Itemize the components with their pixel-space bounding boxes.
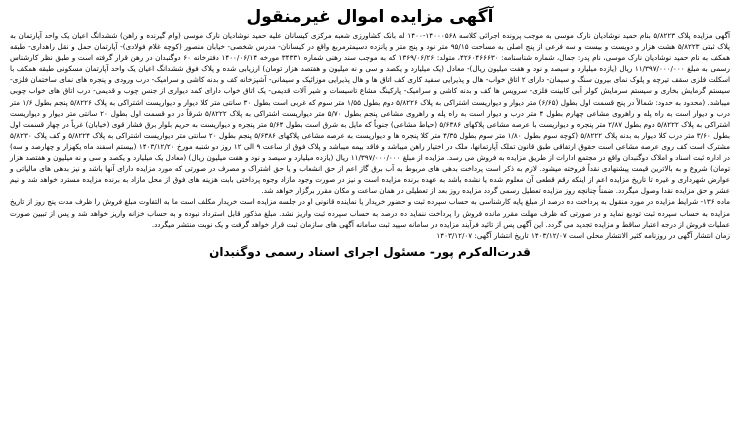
notice-paragraph-article-136: ماده ۱۳۶- شرایط مزایده در مورد منقول به پرداخت ده درصد از مبلغ پایه کارشناسی به حساب سپرده ثبت و حضور خریدار یا نماینده قانونی او در جلسه مزایده است خریدار مکلف است ما به التفاوت مبلغ فروش را ظرف مدت پنج روز از تاریخ مزایده به حساب سپرده ثبت تودیع نماید و در صورتی که ظرف مهلت مقرر مانده فروش را پرداخت ننماید ده درصد به حساب سپرده ثبت واریز نشد. مبلغ مذکور قابل استرداد نبوده و به حساب خزانه واریز خواهد شد و پس از تبیین صورت عملیات فروش از درجه اعتبار ساقط و مزایده تجدید می گردد. این آگهی پس از تائید فرآیند مزایده در سامانه سپید ثبت سامانه آگهی های سازمان ثبت قرار خواهد گرفت و یک نوبت منتشر میگردد. bbox=[10, 197, 730, 229]
notice-title: آگهی مزایده اموال غیرمنقول bbox=[246, 7, 494, 27]
notice-body bbox=[10, 30, 730, 241]
notice-paragraph-main: آگهی مزایده پلاک ۵/۸۲۲۳ بنام حمید نوشادیان نارک موسی به موجب پرونده اجرائی کلاسه ۱۴۰۰۰۵۶۸-۱۴۰۰ له بانک کشاورزی شعبه مرکزی کیسانان علیه حمید نوشادیان نارک موسی (وام گیرنده و راهن) ششدانگ اعیان یک واحد آپارتمان به پلاک ثبتی ۵/۸۲۲۳ هشت هزار و دویست و بیست و سه فرعی از پنج اصلی به مساحت ۹۵/۱۵ متر نود و پنج متر و پانزده دسیمترمربع واقع در کیسانان- مدرس شخصی- خیابان منصور (کوچه غلام فولادی)- آپارتمان حمل و نقل راهداری- طبقه همکف به نام حمید نوشادیان نارک موسی، نام پدر: جمال، شماره شناسنامه: ۴۲۶۰۴۶۶۶۳۰، متولد: ۱۳۶۹/۰۶/۲۶ که به موجب سند رهنی شماره ۳۴۳۳۱ مورخه ۱۴۰۰/۰۶/۱۴ دفترخانه ۶۰ دوگنبدان در رهن قرار گرفته است و طبق نظر کارشناس رسمی به مبلغ ۱۱/۳۹۷/۰۰۰/۰۰۰ ریال (یازده میلیارد و سیصد و نود و هفت میلیون ریال)- معادل (یک میلیارد و یکصد و سی و نه میلیون و هفتصد هزار تومان) ارزیابی شده و پلاک فوق ششدانگ اعیان یک واحد آپارتمان مسکونی طبقه همکف با اسکلت فلزی سقف تیرچه و پلوک نمای بیرون سنگ و سیمان- دارای ۲ اتاق خواب- هال و پذیرایی سفید کاری کف اتاق ها و هال پذیرایی موزائیک و سیمانی- آشپزخانه کف و بدنه کاشی و سرامیک- درب ورودی و پنجره های نمای ساختمان فلزی- سیستم گرمایش بخاری و سیستم سرمایش کولر آبی کابینت فلزی- سرویس ها کف و بدنه کاشی و سرامیک- پارکینگ مشاع تاسیسات و شیر آلات قدیمی- یک اتاق خواب دارای کمد دیواری از جنس چوب و قدیمی- درب اتاق های خواب چوبی میباشد. (محدود به حدود: شمالاً در پنج قسمت اول بطول (۶/۶۵) متر دیوار و دیواریست اشتراکی به پلاک ۵/۸۲۲۶ دوم بطول ۱/۵۵ متر سوم که غربی است بطول ۳۰ سانتی متر کلا دیوار و دیواریست اشتراکی به پلاک ۵/۸۲۲۶ پنجم بطول ۱/۶ متر درب و دیوار است به راه پله و راهروی مشاعی چهارم بطول ۴ متر درب و دیوار است به راه پله و راهروی مشاعی پنجم بطول ۵/۷۰ متر دیواریست اشتراکی به پلاک ۵/۸۲۲۲ شرقاً در دو قسمت اول بطول ۲۰ سانتی متر دیوار و دیواریست اشتراکی به پلاک ۵/۸۲۲۲ دوم بطول ۲/۸۷ متر پنجره و دیواریست با عرصه مشاعی پلاکهای ۵/۶۳۸۶ (حیاط مشاعی) جنوباً که مایل به شرق است بطول ۵/۶۴ متر پنجره و دیواریست به حریم بلوار برق فشار قوی (خیابان) غرباً در چهار قسمت اول بطول ۳/۶۰ متر درب کلا دیوار به بدنه پلاک ۵/۸۲۲۲ (کوچه سوم بطول ۱/۸۰ متر سوم بطول ۴/۳۵ متر کلا پنجره ها و دیواریست به عرصه مشاعی پلاکهای ۵/۶۳۸۶ پنجم بطول ۲۰ سانتی متر دیواریست اشتراکی به پلاک ۵/۸۲۲۴ و کف پلاک ۵/۸۲۳۰ مشترک است کف روی عرصه مشاعی است حقوق ارتفاقی طبق قانون تملک آپارتمانها، ملک در اختیار راهن میباشد و فاقد بیمه میباشد و پلاک فوق از ساعت ۹ الی ۱۲ روز دو شنبه مورخ ۱۴۰۳/۱۲/۲۰ (بیستم اسفند ماه یکهزار و چهارصد و سه) در اداره ثبت اسناد و املاک دوگنبدان واقع در مجتمع ادارات از طریق مزایده به فروش می رسد. مزایده از مبلغ ۱۱/۳۹۷/۰۰۰/۰۰۰ ریال (یازده میلیارد و سیصد و نود و هفت میلیون ریال) (معادل یک میلیارد و یکصد و سی و نه میلیون و هفتصد هزار تومان) شروع و به بالاترین قیمت پیشنهادی نقداً فروخته میشود. لازم به ذکر است پرداخت بدهی های مربوط به آب برق گاز اعم از حق انشعاب و یا حق اشتراک و مصرف در صورتی که مورد مزایده دارای آنها باشد و نیز بدهی های مالیاتی و عوارض شهرداری و غیره تا تاریخ مزایده اعم از اینکه رقم قطعی آن معلوم شده یا نشده باشد به عهده برنده مزایده است و نیز در صورت وجود مازاد وجوه پرداختی بابت هزینه های فوق از محل مازاد به برنده مزایده مسترد خواهد شد و نیم عشر و حق مزایده نقدا وصول میگردد. ضمناً چنانچه روز مزایده تعطیل رسمی گردد مزایده روز بعد از تعطیلی در همان ساعت و مکان مقرر برگزار خواهد شد. bbox=[10, 31, 731, 196]
notice-paragraph-publication-date: زمان انتشار آگهی در روزنامه کثیر الانتشار محلی است ۱۴۰۳/۱۲/۰۷ تاریخ انتشار آگهی: ۱۴۰۳/۱۲/۰۷ bbox=[436, 230, 730, 240]
notice-signature: قدرت‌اله‌کرم پور- مسئول اجرای اسناد رسمی دوگنبدان bbox=[209, 244, 531, 259]
